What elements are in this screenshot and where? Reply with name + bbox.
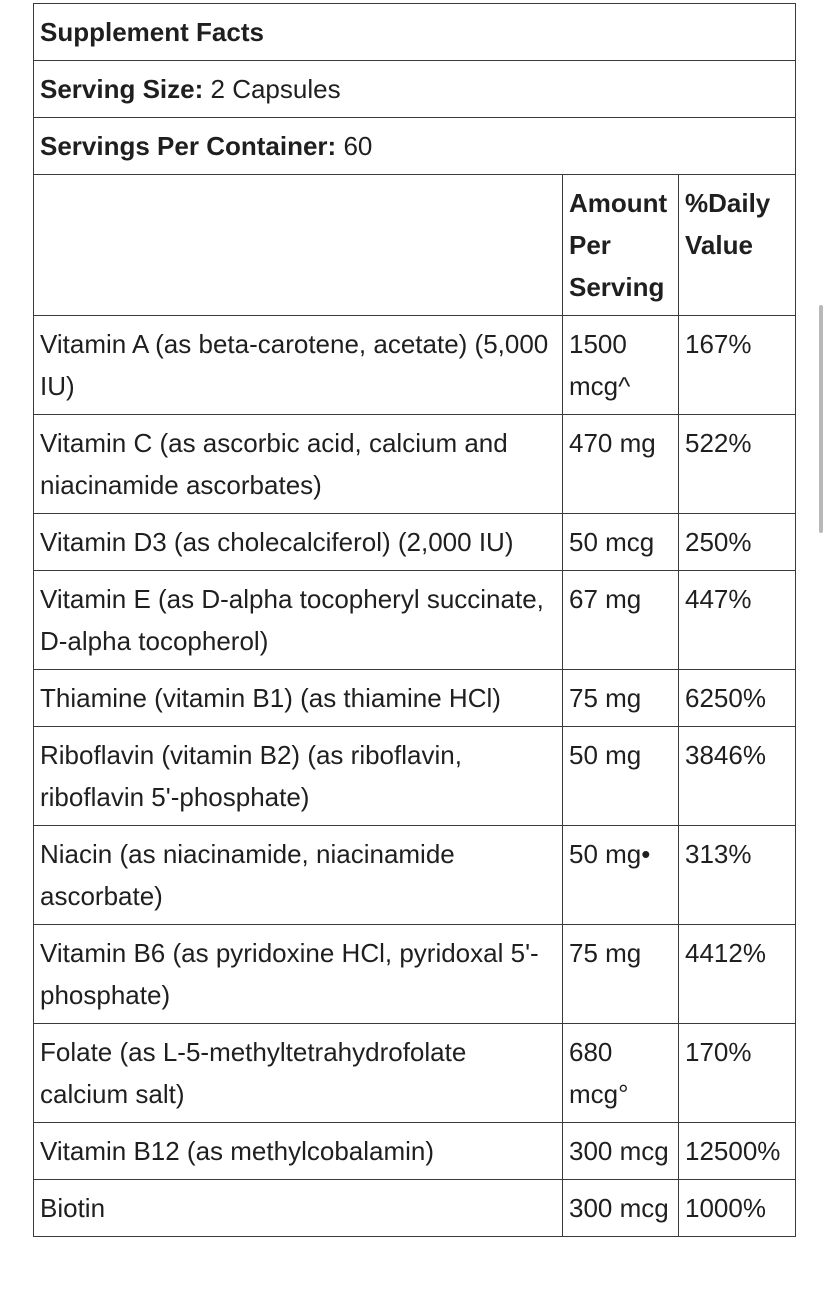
nutrient-name: Vitamin D3 (as cholecalciferol) (2,000 IU)	[34, 514, 563, 571]
serving-size-row	[34, 61, 796, 118]
nutrient-name: Vitamin A (as beta-carotene, acetate) (5,000 IU)	[34, 316, 563, 415]
nutrient-name: Biotin	[34, 1180, 563, 1237]
column-header-row	[34, 175, 796, 316]
amount-per-serving: 470 mg	[563, 415, 679, 514]
table-row	[34, 670, 796, 727]
table-row	[34, 514, 796, 571]
title-row	[34, 4, 796, 61]
scrollbar-thumb[interactable]	[819, 305, 823, 533]
table-row	[34, 925, 796, 1024]
amount-per-serving: 300 mcg	[563, 1123, 679, 1180]
amount-per-serving: 50 mcg	[563, 514, 679, 571]
nutrient-name: Vitamin C (as ascorbic acid, calcium and niacinamide ascorbates)	[34, 415, 563, 514]
table-row	[34, 1024, 796, 1123]
daily-value: 6250%	[679, 670, 796, 727]
nutrient-name: Vitamin B6 (as pyridoxine HCl, pyridoxal 5'-phosphate)	[34, 925, 563, 1024]
amount-per-serving: 75 mg	[563, 925, 679, 1024]
amount-per-serving: 75 mg	[563, 670, 679, 727]
table-row	[34, 415, 796, 514]
servings-per-container-value: 60	[343, 131, 373, 161]
column-header-blank	[34, 175, 563, 316]
nutrient-name: Niacin (as niacinamide, niacinamide ascorbate)	[34, 826, 563, 925]
daily-value: 522%	[679, 415, 796, 514]
serving-size-label: Serving Size:	[40, 74, 204, 104]
daily-value: 313%	[679, 826, 796, 925]
supplement-facts-panel	[33, 3, 795, 1237]
nutrient-name: Vitamin E (as D-alpha tocopheryl succinate, D-alpha tocopherol)	[34, 571, 563, 670]
amount-per-serving: 1500 mcg^	[563, 316, 679, 415]
servings-per-container-row	[34, 118, 796, 175]
nutrient-name: Riboflavin (vitamin B2) (as riboflavin, riboflavin 5'-phosphate)	[34, 727, 563, 826]
table-row	[34, 826, 796, 925]
table-row	[34, 316, 796, 415]
nutrient-name: Vitamin B12 (as methylcobalamin)	[34, 1123, 563, 1180]
amount-per-serving: 50 mg	[563, 727, 679, 826]
supplement-facts-table	[33, 3, 796, 1237]
amount-per-serving: 300 mcg	[563, 1180, 679, 1237]
nutrient-name: Folate (as L-5-methyltetrahydrofolate calcium salt)	[34, 1024, 563, 1123]
table-row	[34, 1180, 796, 1237]
amount-per-serving: 67 mg	[563, 571, 679, 670]
panel-title: Supplement Facts	[34, 4, 796, 61]
serving-size-value: 2 Capsules	[210, 74, 341, 104]
servings-per-container-label: Servings Per Container:	[40, 131, 337, 161]
table-row	[34, 727, 796, 826]
amount-per-serving: 680 mcg°	[563, 1024, 679, 1123]
column-header-daily-value: %Daily Value	[679, 175, 796, 316]
daily-value: 167%	[679, 316, 796, 415]
daily-value: 12500%	[679, 1123, 796, 1180]
amount-per-serving: 50 mg•	[563, 826, 679, 925]
nutrient-rows	[34, 316, 796, 1237]
daily-value: 250%	[679, 514, 796, 571]
table-row	[34, 1123, 796, 1180]
column-header-amount: Amount Per Serving	[563, 175, 679, 316]
daily-value: 3846%	[679, 727, 796, 826]
daily-value: 4412%	[679, 925, 796, 1024]
nutrient-name: Thiamine (vitamin B1) (as thiamine HCl)	[34, 670, 563, 727]
table-row	[34, 571, 796, 670]
daily-value: 1000%	[679, 1180, 796, 1237]
daily-value: 447%	[679, 571, 796, 670]
daily-value: 170%	[679, 1024, 796, 1123]
